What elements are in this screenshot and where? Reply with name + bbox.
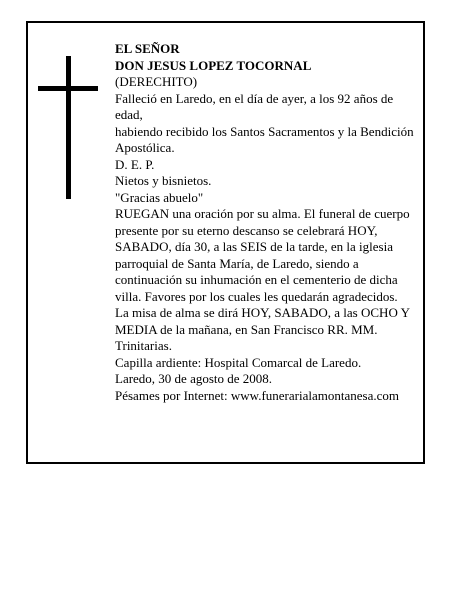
family-line: Nietos y bisnietos.: [115, 173, 212, 188]
cross-vertical-bar: [66, 56, 71, 199]
death-announcement: Falleció en Laredo, en el día de ayer, a los 92 años de edad,: [115, 90, 394, 122]
chapel-line: Capilla ardiente: Hospital Comarcal de Laredo.: [115, 354, 362, 370]
cross-horizontal-bar: [38, 86, 98, 91]
title-line: EL SEÑOR: [115, 41, 180, 56]
obituary-notice: [26, 21, 425, 464]
mass-announcement: La misa de alma se dirá HOY, SABADO, a las OCHO Y MEDIA de la mañana, en San Francisco RR. MM. Trinitarias.: [115, 305, 410, 353]
funeral-request: RUEGAN una oración por su alma. El funeral de cuerpo presente por su eterno descanso se celebrará HOY, SABADO, día 30, a las SEIS de la tarde, en la iglesia parroquial de Santa María, de Laredo, siendo a continuación su inhumación en el cementerio de dicha villa. Favores por los cuales les quedarán agradecidos.: [115, 206, 410, 304]
latin-cross-icon: [38, 56, 98, 199]
deceased-nickname: (DERECHITO): [115, 74, 198, 89]
condolences-line: Pésames por Internet: www.funerarialamontanesa.com: [115, 387, 399, 403]
deceased-name: DON JESUS LOPEZ TOCORNAL: [115, 57, 312, 73]
sacraments-line: habiendo recibido los Santos Sacramentos y la Bendición Apostólica.: [115, 123, 414, 155]
obituary-text: [115, 41, 420, 404]
rest-in-peace: D. E. P.: [115, 156, 155, 172]
dedication-line: "Gracias abuelo": [115, 189, 204, 205]
place-date-line: Laredo, 30 de agosto de 2008.: [115, 371, 273, 386]
